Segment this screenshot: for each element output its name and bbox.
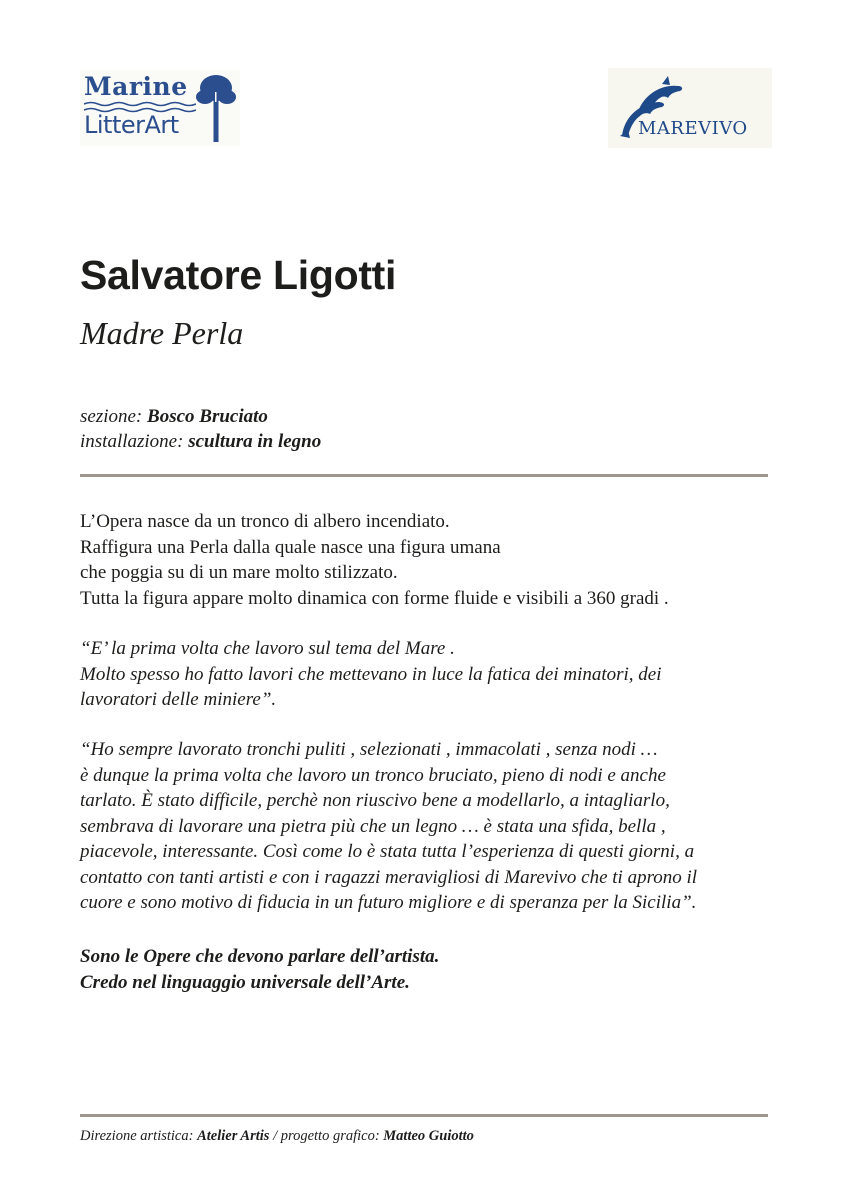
quote-line: cuore e sono motivo di fiducia in un futuro migliore e di speranza per la Sicilia”. — [80, 892, 697, 913]
closing-statement — [80, 944, 780, 995]
logo-marevivo-text: MAREVIVO — [638, 118, 748, 139]
direction-value: Atelier Artis — [197, 1128, 270, 1144]
closing-line: Credo nel linguaggio universale dell’Arte. — [80, 971, 410, 993]
installation-row — [80, 429, 321, 454]
design-label: progetto grafico: — [280, 1128, 380, 1144]
quote-line: “E’ la prima volta che lavoro sul tema del Mare . — [80, 638, 455, 659]
logo-litterart-text: LitterArt — [84, 111, 179, 139]
artwork-meta — [80, 404, 321, 454]
direction-label: Direzione artistica: — [80, 1128, 194, 1144]
installation-label: installazione: — [80, 431, 184, 452]
quote-line: tarlato. È stato difficile, perchè non riuscivo bene a modellarlo, a intagliarlo, — [80, 790, 670, 811]
section-value: Bosco Bruciato — [147, 406, 268, 427]
tree-icon — [196, 72, 236, 144]
footer-credits — [80, 1128, 474, 1145]
quote-line: è dunque la prima volta che lavoro un tronco bruciato, pieno di nodi e anche — [80, 764, 666, 786]
quote-line: Molto spesso ho fatto lavori che mettevano in luce la fatica dei minatori, dei — [80, 663, 662, 685]
top-divider — [80, 474, 768, 477]
quote-line: contatto con tanti artisti e con i ragazzi meravigliosi di Marevivo che ti aprono il — [80, 866, 698, 888]
description-line: Raffigura una Perla dalla quale nasce una figura umana — [80, 536, 501, 558]
credits-separator: / — [269, 1128, 281, 1144]
description-line: che poggia su di un mare molto stilizzato. — [80, 562, 398, 583]
quote-line: “Ho sempre lavorato tronchi puliti , selezionati , immacolati , senza nodi … — [80, 739, 658, 760]
bottom-divider — [80, 1114, 768, 1117]
author-name: Salvatore Ligotti — [80, 252, 397, 298]
description-paragraph — [80, 509, 780, 611]
marevivo-logo — [608, 68, 772, 148]
design-value: Matteo Guiotto — [383, 1128, 474, 1144]
quote-line: lavoratori delle miniere”. — [80, 689, 277, 710]
description-line: Tutta la figura appare molto dinamica con forme fluide e visibili a 360 gradi . — [80, 587, 669, 609]
section-label: sezione: — [80, 406, 143, 427]
section-row — [80, 404, 321, 429]
marine-litterart-logo — [80, 70, 240, 146]
description-line: L’Opera nasce da un tronco di albero incendiato. — [80, 511, 450, 532]
logo-marine-text: Marine — [84, 72, 188, 101]
quote-line: piacevole, interessante. Così come lo è stata tutta l’esperienza di questi giorni, a — [80, 841, 695, 862]
quote-paragraph-2 — [80, 737, 780, 916]
quote-paragraph-1 — [80, 636, 780, 713]
work-title: Madre Perla — [80, 315, 244, 351]
closing-line: Sono le Opere che devono parlare dell’artista. — [80, 946, 440, 967]
installation-value: scultura in legno — [188, 431, 322, 452]
quote-line: sembrava di lavorare una pietra più che un legno … è stata una sfida, bella , — [80, 815, 666, 837]
